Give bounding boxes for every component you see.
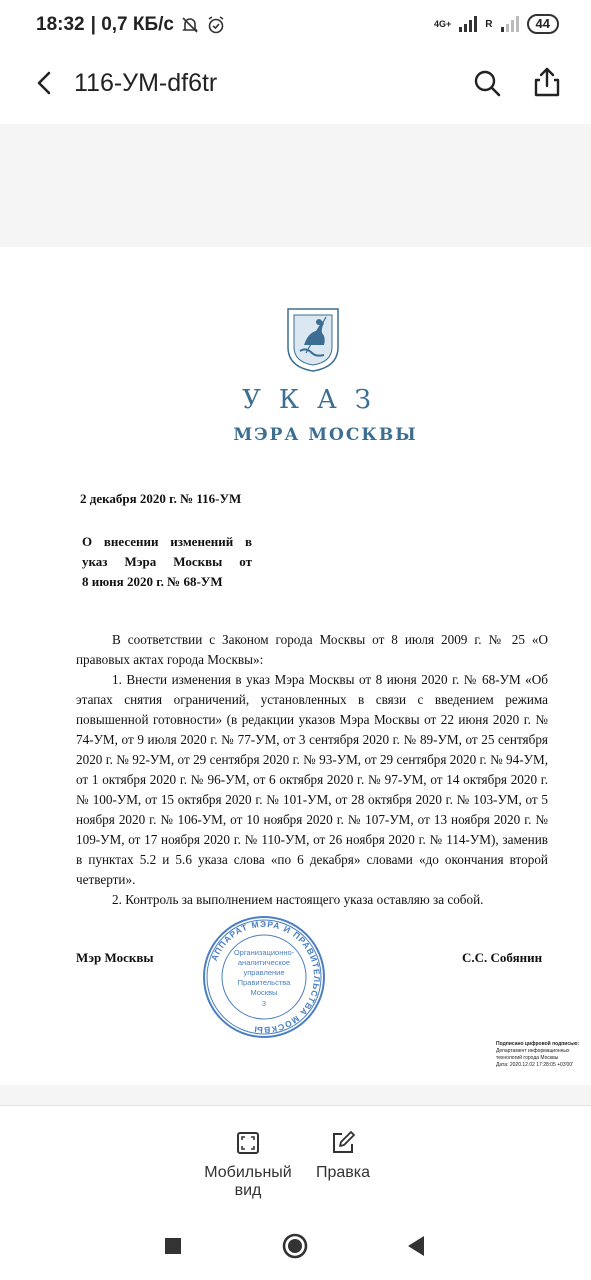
document-title: 116-УМ-df6tr xyxy=(74,69,218,97)
search-icon[interactable] xyxy=(472,68,502,98)
back-arrow-icon[interactable] xyxy=(30,68,60,98)
viewer-background xyxy=(0,124,591,247)
system-nav-bar xyxy=(0,1211,591,1280)
mobile-view-label: Мобильный xyxy=(204,1164,292,1181)
signal-icon xyxy=(501,16,519,32)
signature-title: Мэр Москвы xyxy=(76,950,154,965)
status-net-speed: | 0,7 КБ/с xyxy=(90,14,174,35)
mobile-view-button[interactable] xyxy=(198,1130,298,1200)
home-circle-icon[interactable] xyxy=(280,1231,310,1261)
document-page xyxy=(0,247,591,1085)
official-seal-icon xyxy=(202,915,326,1039)
alarm-icon xyxy=(206,15,226,35)
decree-paragraph: 2. Контроль за выполнением настоящего указа оставляю за собой. xyxy=(112,892,484,907)
status-bar xyxy=(0,0,591,52)
decree-subheading: МЭРА МОСКВЫ xyxy=(233,425,418,445)
back-triangle-icon[interactable] xyxy=(402,1231,432,1261)
decree-subject-line: О внесении изменений в xyxy=(82,534,252,549)
signature-name: С.С. Собянин xyxy=(462,950,543,965)
edit-button[interactable] xyxy=(306,1130,380,1182)
decree-subject xyxy=(82,532,252,592)
bottom-action-bar xyxy=(0,1105,591,1212)
digital-signature-date: Дата: 2020.12.02 17:28:05 +03'00' xyxy=(496,1062,574,1068)
muted-bell-icon xyxy=(180,15,200,35)
fullscreen-frame-icon xyxy=(235,1130,261,1156)
seal-center-line: Организационно- xyxy=(233,948,295,957)
edit-label: Правка xyxy=(315,1164,371,1181)
seal-center-line: 3 xyxy=(261,999,267,1008)
moscow-coat-of-arms-icon xyxy=(286,307,340,373)
app-bar xyxy=(0,52,591,124)
status-time: 18:32 xyxy=(36,14,85,35)
digital-signature-title: Подписано цифровой подписью: xyxy=(496,1041,580,1047)
seal-center-line: аналитическое xyxy=(237,958,291,967)
edit-icon xyxy=(330,1130,356,1156)
digital-signature-signer: Департамент информационных технологий города Москвы xyxy=(496,1048,570,1061)
decree-paragraph: В соответствии с Законом города Москвы от 8 июля 2009 г. № 25 «О правовых актах города Москвы»: xyxy=(76,632,548,667)
digital-signature-stamp xyxy=(496,1041,588,1069)
decree-subject-line: указ Мэра Москвы от xyxy=(82,554,252,569)
share-icon[interactable] xyxy=(532,66,562,98)
decree-body xyxy=(76,630,548,910)
mobile-view-label: вид xyxy=(234,1182,262,1199)
sim-badge: R xyxy=(485,18,493,30)
decree-paragraph: 1. Внести изменения в указ Мэра Москвы от 8 июня 2020 г. № 68-УМ «Об этапах снятия ограничений, установленных в связи с введением режима повышенной готовности» (в редакции указов Мэра Москвы от 22 июня 2020 г. № 74-УМ, от 9 июля 2020 г. № 77-УМ, от 3 сентября 2020 г. № 89-УМ, от 25 сентября 2020 г. № 92-УМ, от 29 сентября 2020 г. № 93-УМ, от 29 сентября 2020 г. № 94-УМ, от 1 октября 2020 г. № 96-УМ, от 6 октября 2020 г. № 97-УМ, от 14 октября 2020 г. № 100-УМ, от 15 октября 2020 г. № 101-УМ, от 28 октября 2020 г. № 103-УМ, от 5 ноября 2020 г. № 106-УМ, от 10 ноября 2020 г. № 107-УМ, от 13 ноября 2020 г. № 109-УМ, от 17 ноября 2020 г. № 110-УМ, от 26 ноября 2020 г. № 114-УМ), заменив в пунктах 5.2 и 5.6 указа слова «по 6 декабря» словами «до окончания второй четверти». xyxy=(76,672,548,887)
decree-date-number: 2 декабря 2020 г. № 116-УМ xyxy=(80,491,242,506)
recents-square-icon[interactable] xyxy=(158,1231,188,1261)
decree-heading: УКАЗ xyxy=(242,385,389,415)
status-right xyxy=(434,14,559,34)
signal-icon xyxy=(459,16,477,32)
seal-center-line: Правительства xyxy=(237,978,291,987)
seal-center-line: управление xyxy=(243,968,285,977)
seal-center-line: Москвы xyxy=(250,988,278,997)
battery-icon xyxy=(527,14,559,34)
seal-ring-text: АППАРАТ МЭРА И ПРАВИТЕЛЬСТВА МОСКВЫ xyxy=(208,918,323,1036)
status-left xyxy=(36,14,226,36)
network-badge: 4G+ xyxy=(434,19,452,29)
battery-level: 44 xyxy=(535,16,550,31)
decree-subject-line: 8 июня 2020 г. № 68-УМ xyxy=(82,574,223,589)
